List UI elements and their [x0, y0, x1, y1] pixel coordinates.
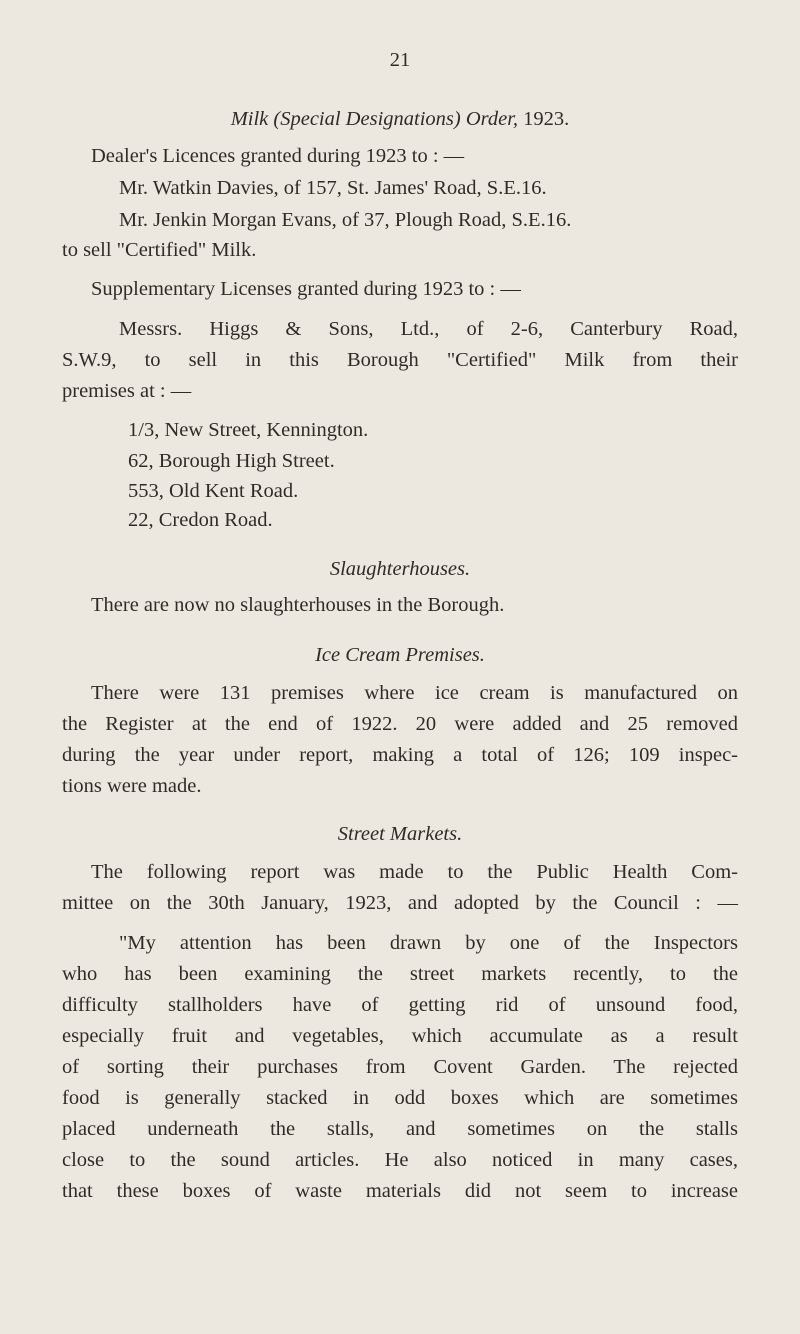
- ice-cream-heading: Ice Cream Premises.: [315, 644, 485, 666]
- ice-cream-line: There were 131 premises where ice cream is manufactured on: [91, 682, 738, 704]
- dealer-licence-purpose: to sell "Certified" Milk.: [62, 239, 257, 261]
- ice-cream-line: the Register at the end of 1922. 20 were added and 25 removed: [62, 713, 738, 735]
- milk-order-heading-year: 1923.: [518, 108, 570, 130]
- report-quote-line: placed underneath the stalls, and sometimes on the stalls: [62, 1118, 738, 1140]
- report-quote-line: especially fruit and vegetables, which accumulate as a result: [62, 1025, 738, 1047]
- report-quote-line: of sorting their purchases from Covent Garden. The rejected: [62, 1056, 738, 1078]
- supplementary-licence-line: premises at : —: [62, 380, 192, 402]
- premises-address: 62, Borough High Street.: [128, 450, 335, 472]
- dealer-licence-1: Mr. Watkin Davies, of 157, St. James' Road, S.E.16.: [119, 177, 547, 199]
- dealers-licences-intro: Dealer's Licences granted during 1923 to : —: [91, 145, 465, 167]
- report-quote-line: close to the sound articles. He also noticed in many cases,: [62, 1149, 738, 1171]
- report-quote-line: difficulty stallholders have of getting rid of unsound food,: [62, 994, 738, 1016]
- supplementary-licence-line: Messrs. Higgs & Sons, Ltd., of 2-6, Canterbury Road,: [119, 318, 738, 340]
- slaughterhouses-heading: Slaughterhouses.: [329, 558, 471, 580]
- street-markets-intro-line: The following report was made to the Public Health Com-: [91, 861, 738, 883]
- premises-address: 553, Old Kent Road.: [128, 480, 299, 502]
- milk-order-heading-title: Milk (Special Designations) Order,: [230, 108, 519, 130]
- street-markets-intro-line: mittee on the 30th January, 1923, and adopted by the Council : —: [62, 892, 738, 914]
- report-quote-line: "My attention has been drawn by one of the Inspectors: [119, 932, 738, 954]
- milk-order-heading: [0, 107, 800, 131]
- slaughterhouses-text: There are now no slaughterhouses in the Borough.: [91, 594, 505, 616]
- supplementary-licences-intro: Supplementary Licenses granted during 1923 to : —: [91, 278, 521, 300]
- supplementary-licence-line: S.W.9, to sell in this Borough "Certified" Milk from their: [62, 349, 738, 371]
- dealer-licence-2: Mr. Jenkin Morgan Evans, of 37, Plough Road, S.E.16.: [119, 209, 572, 231]
- report-quote-line: that these boxes of waste materials did not seem to increase: [62, 1180, 738, 1202]
- ice-cream-line: tions were made.: [62, 775, 202, 797]
- report-quote-line: food is generally stacked in odd boxes which are sometimes: [62, 1087, 738, 1109]
- premises-address: 1/3, New Street, Kennington.: [128, 419, 369, 441]
- ice-cream-line: during the year under report, making a total of 126; 109 inspec-: [62, 744, 738, 766]
- premises-address: 22, Credon Road.: [128, 509, 273, 531]
- page-number: 21: [389, 49, 411, 71]
- report-quote-line: who has been examining the street markets recently, to the: [62, 963, 738, 985]
- street-markets-heading: Street Markets.: [337, 823, 463, 845]
